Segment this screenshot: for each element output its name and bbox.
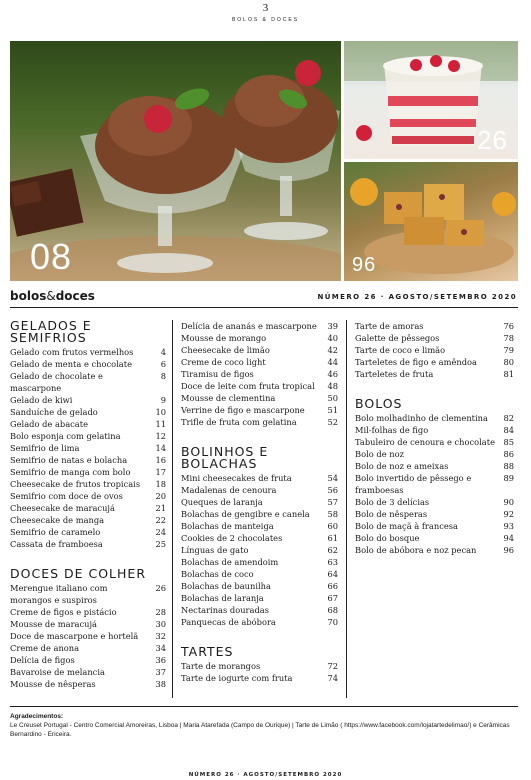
section-title: BOLINHOS E BOLACHAS: [181, 444, 269, 471]
toc-entry-page: 42: [327, 345, 338, 355]
toc-entry-title: Bolo de abóbora e noz pecan: [355, 545, 477, 555]
toc-section-doces-colher: [10, 568, 166, 690]
toc-entry-title: Mousse de nêsperas: [10, 679, 96, 689]
toc-entry-page: 52: [327, 417, 338, 427]
toc-entry-page: 48: [327, 381, 338, 391]
toc-entry-page: 85: [503, 437, 514, 447]
magazine-logo: bolos&doces: [10, 289, 95, 303]
acknowledgements-title: Agradecimentos:: [10, 713, 64, 720]
toc-entry: [355, 436, 514, 448]
toc-entry-page: 22: [155, 515, 166, 525]
toc-column-3: [355, 320, 514, 574]
toc-entry: [10, 642, 166, 654]
toc-entry-title: Semifrio de lima: [10, 443, 80, 453]
photo-page-ref: 26: [477, 125, 508, 155]
toc-entry-title: Bolo do bosque: [355, 533, 420, 543]
toc-entry-title: Bolachas de laranja: [181, 593, 264, 603]
toc-entry-title: Galette de pêssegos: [355, 333, 440, 343]
toc-entry: [10, 346, 166, 358]
section-title: GELADOS E SEMIFRIOS: [10, 318, 92, 345]
acknowledgements: [10, 712, 518, 739]
toc-entry-title: Mini cheesecakes de fruta: [181, 473, 292, 483]
toc-entry-page: 61: [327, 533, 338, 543]
toc-entry-page: 51: [327, 405, 338, 415]
header-rule: [10, 307, 518, 308]
toc-entry: [10, 406, 166, 418]
toc-entry-page: 34: [155, 643, 166, 653]
toc-entry: [355, 544, 514, 556]
toc-entry-title: Queques de laranja: [181, 497, 263, 507]
toc-entry-title: Bolo esponja com gelatina: [10, 431, 121, 441]
toc-entry: [355, 368, 514, 380]
toc-entry-title: Sanduíche de gelado: [10, 407, 98, 417]
toc-entry-title: Bolo de noz: [355, 449, 404, 459]
cake-photo: [344, 162, 518, 281]
toc-entry-title: Tarteletes de figo e amêndoa: [355, 357, 477, 367]
toc-entry: [181, 508, 338, 520]
toc-entry: [10, 618, 166, 630]
toc-entry: [181, 556, 338, 568]
toc-entry: [181, 616, 338, 628]
toc-entry: [181, 580, 338, 592]
toc-entry-title: Gelado de kiwi: [10, 395, 73, 405]
trifle-photo: [344, 41, 518, 159]
toc-entry-title: Tarte de coco e limão: [355, 345, 446, 355]
toc-entry-page: 86: [503, 449, 514, 459]
toc-entry-page: 20: [155, 491, 166, 501]
toc-entry-page: 38: [155, 679, 166, 689]
toc-entry-page: 17: [155, 467, 166, 477]
toc-entry-page: 37: [155, 667, 166, 677]
toc-entry-title: Semifrio de natas e bolacha: [10, 455, 128, 465]
toc-entry-page: 80: [503, 357, 514, 367]
toc-entry: [181, 520, 338, 532]
toc-entry-page: 6: [160, 359, 166, 369]
toc-entry-page: 56: [327, 485, 338, 495]
toc-entry-page: 92: [503, 509, 514, 519]
page-number: 3: [262, 2, 269, 14]
toc-entry-page: 10: [155, 407, 166, 417]
toc-entry: [355, 332, 514, 344]
toc-entry-page: 25: [155, 539, 166, 549]
toc-entry: [355, 496, 514, 508]
toc-entry-title: Delícia de ananás e mascarpone: [181, 321, 317, 331]
toc-entry: [181, 320, 338, 332]
toc-entry-page: 89: [503, 473, 514, 483]
toc-entry-title: Bolo molhadinho de clementina: [355, 413, 488, 423]
toc-column-1: [10, 320, 166, 708]
toc-entry-title: Mil-folhas de figo: [355, 425, 429, 435]
running-head: BOLOS & DOCES: [231, 17, 300, 23]
toc-entry: [181, 568, 338, 580]
toc-entry-page: 79: [503, 345, 514, 355]
toc-entry-page: 57: [327, 497, 338, 507]
toc-entry-page: 66: [327, 581, 338, 591]
toc-entry: [10, 514, 166, 526]
toc-entry-title: Línguas de gato: [181, 545, 249, 555]
toc-entry-page: 58: [327, 509, 338, 519]
toc-entry-title: Semifrio de manga com bolo: [10, 467, 131, 477]
toc-entry-page: 44: [327, 357, 338, 367]
toc-entry-page: 82: [503, 413, 514, 423]
toc-entry-title: Semifrio com doce de ovos: [10, 491, 123, 501]
toc-entry-title: Bolo de noz e ameixas: [355, 461, 449, 471]
toc-entry: [355, 520, 514, 532]
toc-entry: [181, 368, 338, 380]
toc-entry-title: Tarte de iogurte com fruta: [181, 673, 293, 683]
toc-entry: [355, 508, 514, 520]
toc-entry: [10, 630, 166, 642]
toc-entry-title: Gelado com frutos vermelhos: [10, 347, 134, 357]
toc-entry-page: 9: [160, 395, 166, 405]
toc-entry-page: 32: [155, 631, 166, 641]
toc-entry: [10, 502, 166, 514]
toc-entry: [355, 448, 514, 460]
ice-cream-photo: [10, 41, 341, 281]
toc-entry-page: 12: [155, 431, 166, 441]
toc-entry-title: Tabuleiro de cenoura e chocolate: [355, 437, 495, 447]
toc-entry-title: Gelado de chocolate e mascarpone: [10, 371, 103, 393]
toc-entry: [10, 442, 166, 454]
toc-entry: [10, 606, 166, 618]
toc-entry-page: 84: [503, 425, 514, 435]
toc-entry: [10, 430, 166, 442]
toc-entry-title: Gelado de menta e chocolate: [10, 359, 132, 369]
toc-entry: [10, 394, 166, 406]
toc-entry-title: Cassata de framboesa: [10, 539, 103, 549]
toc-section-doces-colher-cont: [181, 320, 338, 428]
toc-entry-page: 21: [155, 503, 166, 513]
toc-entry-title: Bolachas de baunilha: [181, 581, 271, 591]
toc-entry-title: Cheesecake de manga: [10, 515, 105, 525]
toc-entry: [355, 424, 514, 436]
toc-entry-title: Bolo de nêsperas: [355, 509, 428, 519]
toc-entry-page: 68: [327, 605, 338, 615]
toc-entry: [10, 582, 166, 606]
toc-entry: [181, 544, 338, 556]
toc-entry: [181, 344, 338, 356]
toc-entry-title: Nectarinas douradas: [181, 605, 269, 615]
toc-entry-title: Doce de leite com fruta tropical: [181, 381, 315, 391]
toc-entry: [355, 472, 514, 496]
toc-entry: [355, 344, 514, 356]
toc-entry-title: Creme de figos e pistácio: [10, 607, 117, 617]
toc-entry-page: 16: [155, 455, 166, 465]
toc-entry-page: 46: [327, 369, 338, 379]
toc-entry-page: 11: [155, 419, 166, 429]
column-divider: [172, 320, 173, 698]
toc-entry-page: 28: [155, 607, 166, 617]
toc-entry: [181, 392, 338, 404]
toc-entry-title: Cheesecake de maracujá: [10, 503, 115, 513]
toc-entry: [10, 678, 166, 690]
toc-entry: [10, 478, 166, 490]
toc-entry-title: Bolachas de amendoim: [181, 557, 279, 567]
toc-entry-title: Panquecas de abóbora: [181, 617, 276, 627]
toc-column-2: [181, 320, 338, 702]
toc-entry-page: 93: [503, 521, 514, 531]
section-title: DOCES DE COLHER: [10, 566, 147, 581]
toc-entry-title: Tarte de amoras: [355, 321, 424, 331]
toc-entry: [355, 412, 514, 424]
column-divider: [346, 320, 347, 698]
toc-entry-page: 24: [155, 527, 166, 537]
toc-entry: [181, 532, 338, 544]
toc-entry: [181, 592, 338, 604]
toc-entry-title: Bolachas de gengibre e canela: [181, 509, 310, 519]
toc-entry-page: 76: [503, 321, 514, 331]
toc-entry: [181, 660, 338, 672]
acknowledgements-text: Le Creuset Portugal - Centro Comercial Amoreiras, Lisboa | Maria Atarefada (Campo de Ourique) | Tarte de Limão ( https://www.facebook.com/lojatartedelimao/) e Cerâmicas Bernardino - Ericeira.: [10, 722, 510, 738]
toc-section-tartes-cont: [355, 320, 514, 380]
toc-entry-title: Creme de anona: [10, 643, 80, 653]
toc-entry-page: 74: [327, 673, 338, 683]
toc-entry: [10, 454, 166, 466]
toc-entry-page: 64: [327, 569, 338, 579]
toc-entry-page: 14: [155, 443, 166, 453]
toc-entry-title: Merengue italiano com morangos e suspiros: [10, 583, 108, 605]
toc-entry-title: Cookies de 2 chocolates: [181, 533, 283, 543]
photo-page-ref: 08: [30, 236, 73, 277]
toc-entry: [181, 332, 338, 344]
toc-entry-page: 30: [155, 619, 166, 629]
toc-entry-title: Tiramisu de figos: [181, 369, 254, 379]
toc-entry-page: 54: [327, 473, 338, 483]
toc-entry: [10, 538, 166, 550]
toc-entry-title: Creme de coco light: [181, 357, 266, 367]
footer-rule: [10, 706, 518, 707]
toc-entry-title: Bolo de 3 delícias: [355, 497, 430, 507]
toc-entry-page: 81: [503, 369, 514, 379]
toc-entry: [10, 370, 166, 394]
toc-entry: [355, 532, 514, 544]
photo-page-ref: 96: [352, 254, 377, 276]
toc-entry-page: 40: [327, 333, 338, 343]
toc-entry: [10, 526, 166, 538]
toc-entry: [10, 490, 166, 502]
toc-section-bolinhos: [181, 446, 338, 628]
issue-line: NÚMERO 26 · AGOSTO/SETEMBRO 2020: [317, 293, 517, 301]
toc-entry-title: Verrine de figo e mascarpone: [181, 405, 305, 415]
toc-entry: [10, 418, 166, 430]
toc-entry: [10, 666, 166, 678]
toc-entry-page: 63: [327, 557, 338, 567]
toc-entry-title: Mousse de maracujá: [10, 619, 97, 629]
toc-entry: [10, 654, 166, 666]
toc-entry-title: Bolachas de manteiga: [181, 521, 274, 531]
toc-section-gelados: [10, 320, 166, 550]
toc-entry-title: Cheesecake de limão: [181, 345, 270, 355]
toc-entry: [10, 466, 166, 478]
toc-entry: [181, 356, 338, 368]
toc-entry: [181, 672, 338, 684]
toc-entry-page: 36: [155, 655, 166, 665]
toc-entry-page: 72: [327, 661, 338, 671]
toc-entry: [181, 404, 338, 416]
toc-entry: [181, 380, 338, 392]
toc-entry-title: Trifle de fruta com gelatina: [181, 417, 297, 427]
toc-entry: [181, 604, 338, 616]
toc-entry: [181, 472, 338, 484]
toc-section-bolos: [355, 398, 514, 556]
toc-entry-title: Mousse de clementina: [181, 393, 276, 403]
toc-entry-title: Bolo de maçã à francesa: [355, 521, 458, 531]
toc-entry-title: Tarteletes de fruta: [355, 369, 434, 379]
section-title: TARTES: [181, 644, 234, 659]
section-title: BOLOS: [355, 396, 403, 411]
footer-issue-line: NÚMERO 26 · AGOSTO/SETEMBRO 2020: [188, 772, 343, 778]
toc-entry-page: 60: [327, 521, 338, 531]
toc-entry-page: 4: [160, 347, 166, 357]
toc-entry-title: Mousse de morango: [181, 333, 267, 343]
toc-entry: [181, 484, 338, 496]
toc-entry-title: Bolo invertido de pêssego e framboesas: [355, 473, 472, 495]
toc-entry: [181, 496, 338, 508]
toc-entry-page: 94: [503, 533, 514, 543]
toc-entry: [355, 320, 514, 332]
toc-entry: [355, 356, 514, 368]
toc-entry: [355, 460, 514, 472]
toc-entry-title: Bavaroise de melancia: [10, 667, 105, 677]
toc-entry-page: 88: [503, 461, 514, 471]
toc-entry-page: 67: [327, 593, 338, 603]
toc-entry-page: 8: [160, 371, 166, 381]
toc-entry-page: 39: [327, 321, 338, 331]
toc-entry-page: 50: [327, 393, 338, 403]
toc-entry-title: Bolachas de coco: [181, 569, 254, 579]
toc-entry-title: Cheesecake de frutos tropicais: [10, 479, 141, 489]
toc-entry: [10, 358, 166, 370]
toc-entry-page: 18: [155, 479, 166, 489]
toc-entry-page: 96: [503, 545, 514, 555]
toc-entry-page: 90: [503, 497, 514, 507]
toc-entry-page: 70: [327, 617, 338, 627]
toc-entry-title: Tarte de morangos: [181, 661, 261, 671]
toc-entry-title: Delícia de figos: [10, 655, 75, 665]
toc-entry-title: Doce de mascarpone e hortelã: [10, 631, 139, 641]
toc-entry-title: Semifrio de caramelo: [10, 527, 101, 537]
toc-entry-title: Madalenas de cenoura: [181, 485, 277, 495]
toc-entry: [181, 416, 338, 428]
toc-entry-title: Gelado de abacate: [10, 419, 88, 429]
toc-section-tartes: [181, 646, 338, 684]
toc-entry-page: 78: [503, 333, 514, 343]
toc-entry-page: 62: [327, 545, 338, 555]
toc-entry-page: 26: [155, 583, 166, 593]
